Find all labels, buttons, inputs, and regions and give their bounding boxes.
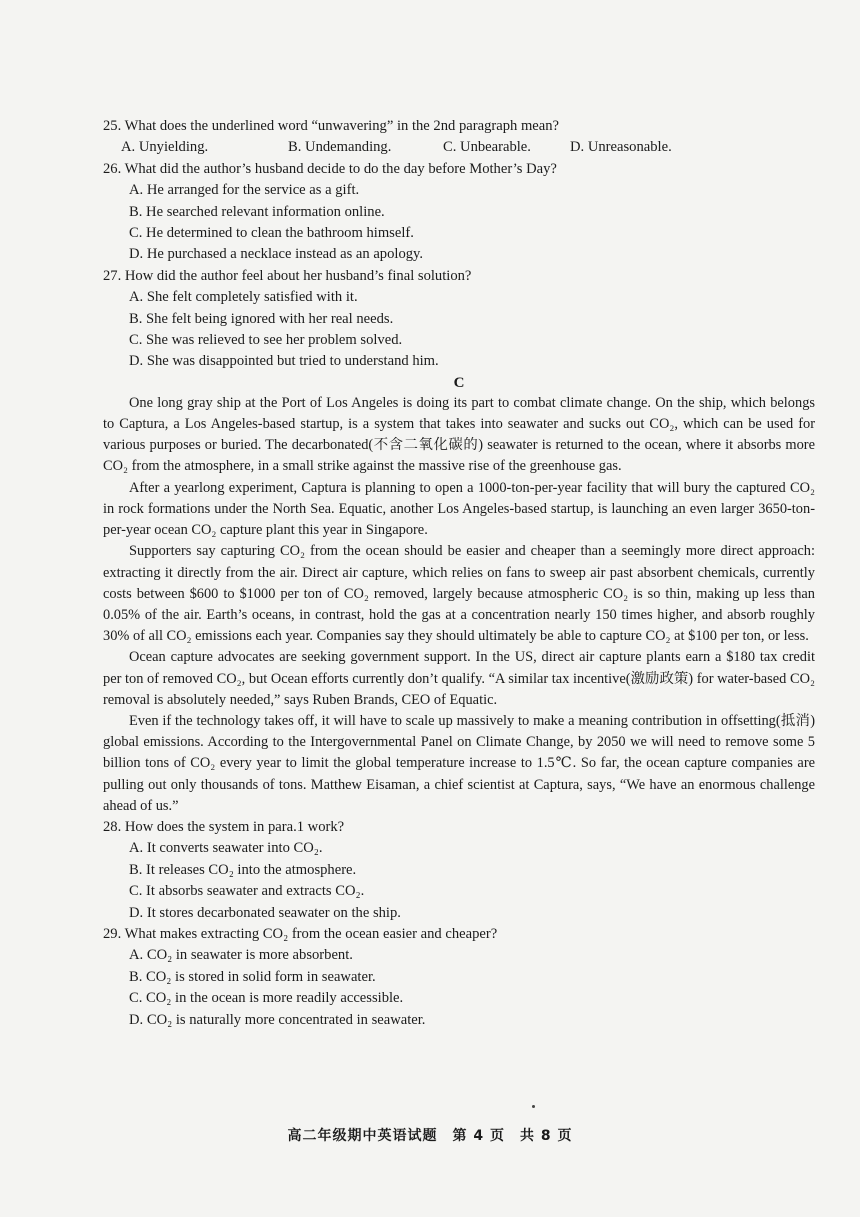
passage-paragraph: One long gray ship at the Port of Los Angeles is doing its part to combat climate change. On the ship, which belongs to Captura, a Los Angeles-based startup, is a system that takes into seawater and sucks out CO₂, which can be used for various purposes or buried. The decarbonated(不含二氧化碳的) seawater is returned to the ocean, where it absorbs more CO₂ from the atmosphere, in a small strike against the massive rise of the greenhouse gas. <box>103 394 815 475</box>
option-d: D. He purchased a necklace instead as an apology. <box>129 246 424 263</box>
option-a: A. CO₂ in seawater is more absorbent. <box>129 947 353 964</box>
question-27-stem: 27. How did the author feel about her husband’s final solution? <box>103 267 472 284</box>
question-25-stem: 25. What does the underlined word “unwavering” in the 2nd paragraph mean? <box>103 118 560 134</box>
passage-paragraph: Ocean capture advocates are seeking government support. In the US, direct air capture plants earn a $180 tax credit per ton of removed CO₂, but Ocean efforts currently don’t qualify. “A similar tax incentive(激励政策) for water-based CO₂ removal is absolutely needed,” says Ruben Brands, CEO of Equatic. <box>103 649 815 708</box>
passage-paragraph: Supporters say capturing CO₂ from the ocean should be easier and cheaper than a seemingly more direct approach: extracting it directly from the air. Direct air capture, which relies on fans to sweep air past absorbent chemicals, currently costs between $600 to $1000 per ton of CO₂ removed, largely because atmospheric CO₂ is so thin, making up less than 0.05% of the air. Earth’s oceans, in contrast, hold the gas at a concentration nearly 150 times higher, and absorb roughly 30% of all CO₂ emissions each year. Companies say they should ultimately be able to capture CO₂ at $100 per ton, or less. <box>103 543 815 645</box>
option-a: A. It converts seawater into CO₂. <box>129 840 323 857</box>
stray-dot-mark <box>532 1105 535 1108</box>
section-heading-c: C <box>453 374 465 391</box>
question-28-stem: 28. How does the system in para.1 work? <box>103 818 345 835</box>
option-a: A. She felt completely satisfied with it. <box>129 289 358 306</box>
page-footer: 高二年级期中英语试题 第 4 页 共 8 页 <box>287 1128 573 1144</box>
option-c: C. Unbearable. <box>443 139 531 156</box>
question-29-stem: 29. What makes extracting CO₂ from the ocean easier and cheaper? <box>103 925 498 942</box>
option-b: B. Undemanding. <box>288 139 392 156</box>
question-26-stem: 26. What did the author’s husband decide to do the day before Mother’s Day? <box>103 160 557 177</box>
option-b: B. It releases CO₂ into the atmosphere. <box>129 861 357 878</box>
option-c: C. It absorbs seawater and extracts CO₂. <box>129 883 365 900</box>
option-d: D. Unreasonable. <box>570 139 672 156</box>
option-c: C. CO₂ in the ocean is more readily accessible. <box>129 990 404 1007</box>
option-c: C. He determined to clean the bathroom himself. <box>129 225 414 242</box>
option-b: B. She felt being ignored with her real needs. <box>129 310 394 327</box>
passage-paragraph: Even if the technology takes off, it will have to scale up massively to make a meaning contribution in offsetting(抵消) global emissions. According to the Intergovernmental Panel on Climate Change, by 2050 we will need to remove some 5 billion tons of CO₂ every year to limit the global temperature increase to 1.5℃. So far, the ocean capture companies are pulling out only thousands of tons. Matthew Eisaman, a chief scientist at Captura, says, “We have an enormous challenge ahead of us.” <box>103 712 815 814</box>
option-c: C. She was relieved to see her problem solved. <box>129 332 403 349</box>
option-b: B. He searched relevant information online. <box>129 203 385 220</box>
option-d: D. It stores decarbonated seawater on the ship. <box>129 904 401 921</box>
page-content <box>103 116 815 1031</box>
option-a: A. He arranged for the service as a gift. <box>129 182 360 199</box>
question-25-options <box>103 137 815 158</box>
option-b: B. CO₂ is stored in solid form in seawater. <box>129 968 376 985</box>
option-a: A. Unyielding. <box>121 139 209 156</box>
option-d: D. CO₂ is naturally more concentrated in seawater. <box>129 1011 426 1028</box>
option-d: D. She was disappointed but tried to understand him. <box>129 353 439 370</box>
passage-paragraph: After a yearlong experiment, Captura is planning to open a 1000-ton-per-year facility that will bury the captured CO₂ in rock formations under the North Sea. Equatic, another Los Angeles-based startup, is launching an even larger 3650-ton-per-year ocean CO₂ capture plant this year in Singapore. <box>103 479 815 539</box>
